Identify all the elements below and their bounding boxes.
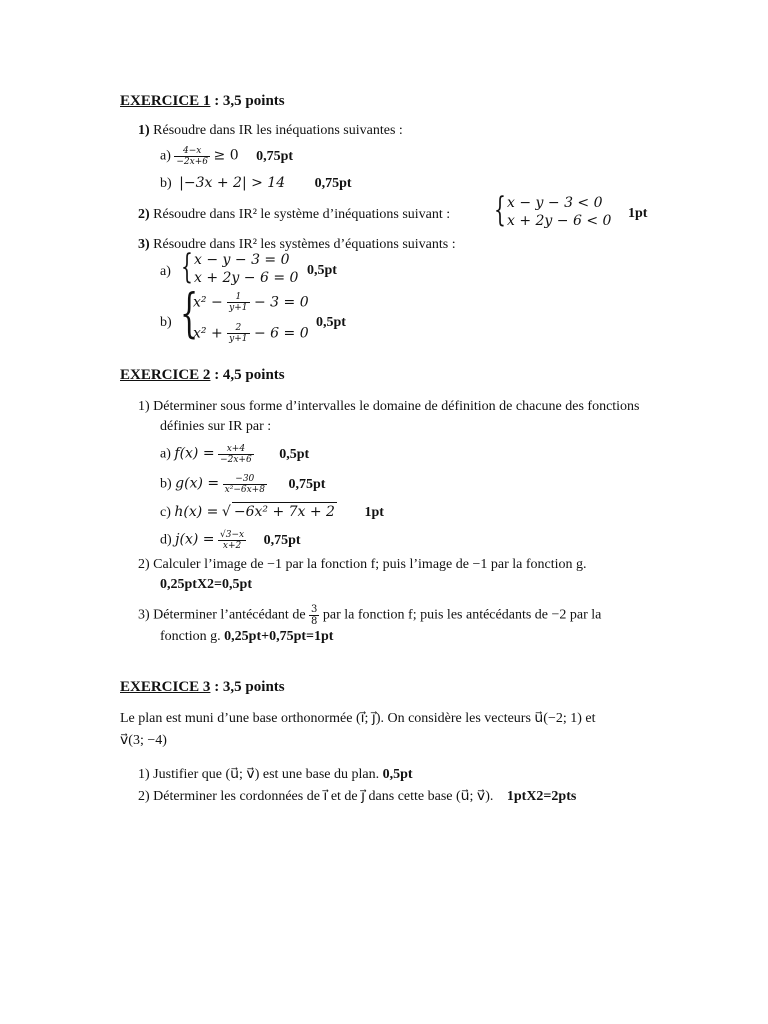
ex3-q2-points: 1ptX2=2pts — [506, 789, 577, 804]
ex2-q1c-radical: √ — [221, 504, 231, 520]
ex1-q3b-line-2-denominator: y+1 — [229, 334, 248, 344]
ex1-q2-points: 1pt — [628, 206, 648, 221]
ex2-q1d-numerator: √3−x — [220, 530, 245, 540]
ex2-q3-text-start: Déterminer l’antécédant de — [153, 607, 306, 623]
ex1-q1a-relation: ≥ 0 — [213, 147, 239, 164]
ex2-q1d-function: j(x) = — [175, 531, 215, 548]
ex1-q1-number: 1) — [138, 123, 150, 138]
ex2-q2-text: Calculer l’image de −1 par la fonction f; puis l’image de −1 par la fonction g. — [153, 557, 587, 572]
ex3-q1-text: Justifier que (u⃗; v⃗) est une base du plan. — [153, 767, 380, 782]
ex2-q1a-function: f(x) = — [174, 445, 215, 462]
ex1-q3a-points: 0,5pt — [307, 263, 337, 278]
ex1-q1a-numerator: 4−x — [174, 146, 210, 157]
ex2-q3-points: 0,25pt+0,75pt=1pt — [224, 629, 334, 644]
ex1-q1a-label: a) — [160, 148, 171, 164]
ex1-q3-text: Résoudre dans IR² les systèmes d’équations suivants : — [153, 237, 456, 252]
ex1-q1a — [160, 146, 293, 167]
ex2-q2-points: 0,25ptX2=0,5pt — [160, 577, 252, 592]
ex3-q2-text: Déterminer les cordonnées de i⃗ et de j⃗ dans cette base (u⃗; v⃗). — [153, 789, 494, 804]
ex2-q1c-radicand: −6x² + 7x + 2 — [233, 504, 335, 520]
ex1-q2-line-2: x + 2y − 6 < 0 — [507, 213, 612, 229]
exercise-1-title: EXERCICE 1 — [120, 93, 211, 109]
ex2-q1a-label: a) — [160, 446, 171, 462]
ex1-q2-brace: { — [494, 190, 506, 230]
ex3-q2 — [138, 788, 576, 806]
ex2-q3-text-end: par la fonction f; puis les antécédants de −2 par la — [322, 607, 602, 623]
ex1-q1a-denominator: −2x+6 — [176, 157, 209, 167]
ex2-q1a-numerator: x+4 — [218, 444, 254, 455]
ex1-q1b-expression: |−3x + 2| > 14 — [179, 175, 286, 191]
ex2-q1-text-line-1: Déterminer sous forme d’intervalles le domaine de définition de chacune des fonctions — [153, 399, 640, 414]
ex1-q3b-line-1-denominator: y+1 — [229, 303, 248, 313]
ex1-q3b-line-1-end: − 3 = 0 — [253, 294, 309, 311]
ex1-q3a-label: a) — [160, 264, 171, 279]
exercise-2-points: : 4,5 points — [210, 367, 285, 383]
ex2-q1b-function: g(x) = — [175, 475, 220, 492]
ex2-q1a-points: 0,5pt — [279, 446, 310, 462]
ex3-q1-points: 0,5pt — [382, 767, 413, 782]
ex1-q3b-label: b) — [160, 315, 172, 330]
ex1-q3b-line-2-end: − 6 = 0 — [253, 325, 309, 342]
ex1-q2-line-1: x − y − 3 < 0 — [507, 195, 603, 211]
ex2-q3-fraction — [309, 604, 319, 627]
ex2-q1c-points: 1pt — [364, 505, 384, 520]
ex2-q1b-label: b) — [160, 476, 172, 492]
ex1-q3b-brace: { — [180, 284, 199, 344]
ex2-q2 — [138, 556, 587, 574]
ex2-q1-text-line-2: définies sur IR par : — [160, 419, 272, 434]
exercise-3-title: EXERCICE 3 — [120, 679, 211, 695]
ex1-q3a-line-2: x + 2y − 6 = 0 — [194, 270, 299, 286]
ex1-q1-text: Résoudre dans IR les inéquations suivantes : — [153, 123, 403, 138]
ex1-q3a-line-1: x − y − 3 = 0 — [194, 252, 290, 268]
ex2-q1d-label: d) — [160, 532, 172, 548]
ex3-q1-number: 1) — [138, 767, 150, 782]
ex1-q3-number: 3) — [138, 237, 150, 252]
ex1-q3a-brace: { — [181, 247, 193, 287]
ex2-q1d-points: 0,75pt — [263, 532, 301, 548]
ex1-q3b-line-2-start: x² + — [193, 325, 223, 342]
ex1-q3b-line-1-start: x² − — [193, 294, 223, 311]
ex1-q3b-line-2 — [193, 323, 309, 344]
ex2-q1b-numerator: −30 — [223, 474, 267, 485]
ex2-q1b — [160, 474, 325, 495]
ex1-q1b-label: b) — [160, 176, 172, 191]
ex3-intro-line-1: Le plan est muni d’une base orthonormée (i⃗; j⃗). On considère les vecteurs u⃗(−2; 1) et — [120, 711, 596, 726]
ex1-q2-text: Résoudre dans IR² le système d’inéquations suivant : — [153, 207, 451, 222]
ex3-q1 — [138, 766, 413, 784]
ex2-q2-number: 2) — [138, 557, 150, 572]
ex1-q3b-line-1 — [193, 292, 309, 313]
ex1-q3b-line-1-fraction — [227, 292, 249, 313]
ex1-q3b-points: 0,5pt — [316, 315, 346, 330]
ex1-q1b-points: 0,75pt — [314, 176, 352, 191]
ex2-q3-denominator: 8 — [311, 616, 318, 627]
ex2-q1a-denominator: −2x+6 — [220, 455, 252, 465]
ex1-q1a-fraction — [174, 146, 210, 167]
exercise-3-points: : 3,5 points — [210, 679, 285, 695]
ex1-q1b — [160, 174, 352, 193]
ex2-q1c — [160, 502, 384, 522]
ex1-q3b-line-2-fraction — [227, 323, 249, 344]
ex2-q1b-fraction — [223, 474, 267, 495]
ex1-q1 — [138, 122, 403, 140]
exercise-1-heading — [120, 92, 285, 110]
ex3-intro-line-2: v⃗(3; −4) — [120, 733, 167, 748]
ex2-q1-number: 1) — [138, 399, 150, 414]
ex2-q1d — [160, 530, 301, 551]
ex1-q3b-line-1-numerator: 1 — [227, 292, 249, 303]
ex1-q2-number: 2) — [138, 207, 150, 222]
ex3-q2-number: 2) — [138, 789, 150, 804]
exercise-1-points: : 3,5 points — [210, 93, 285, 109]
ex2-q3-text-line-2: fonction g. — [160, 629, 221, 644]
ex2-q1 — [138, 398, 640, 416]
ex2-q1c-label: c) — [160, 505, 171, 520]
ex1-q1a-points: 0,75pt — [256, 148, 294, 164]
exercise-2-title: EXERCICE 2 — [120, 367, 211, 383]
ex2-q1b-points: 0,75pt — [288, 476, 326, 492]
ex2-q1d-denominator: x+2 — [222, 541, 242, 551]
ex2-q3-number: 3) — [138, 607, 150, 623]
ex1-q3b-line-2-numerator: 2 — [227, 323, 249, 334]
ex1-q2 — [138, 206, 450, 224]
ex2-q1a-fraction — [218, 444, 254, 465]
ex2-q1d-fraction — [218, 530, 246, 551]
ex2-q3-numerator: 3 — [311, 604, 318, 615]
ex2-q3 — [138, 604, 601, 627]
exercise-2-heading — [120, 366, 285, 384]
ex2-q1c-function: h(x) = — [174, 504, 219, 520]
ex2-q1a — [160, 444, 309, 465]
ex2-q3-line-2 — [160, 628, 333, 646]
ex2-q1b-denominator: x²−6x+8 — [224, 485, 265, 495]
exercise-3-heading — [120, 678, 285, 696]
